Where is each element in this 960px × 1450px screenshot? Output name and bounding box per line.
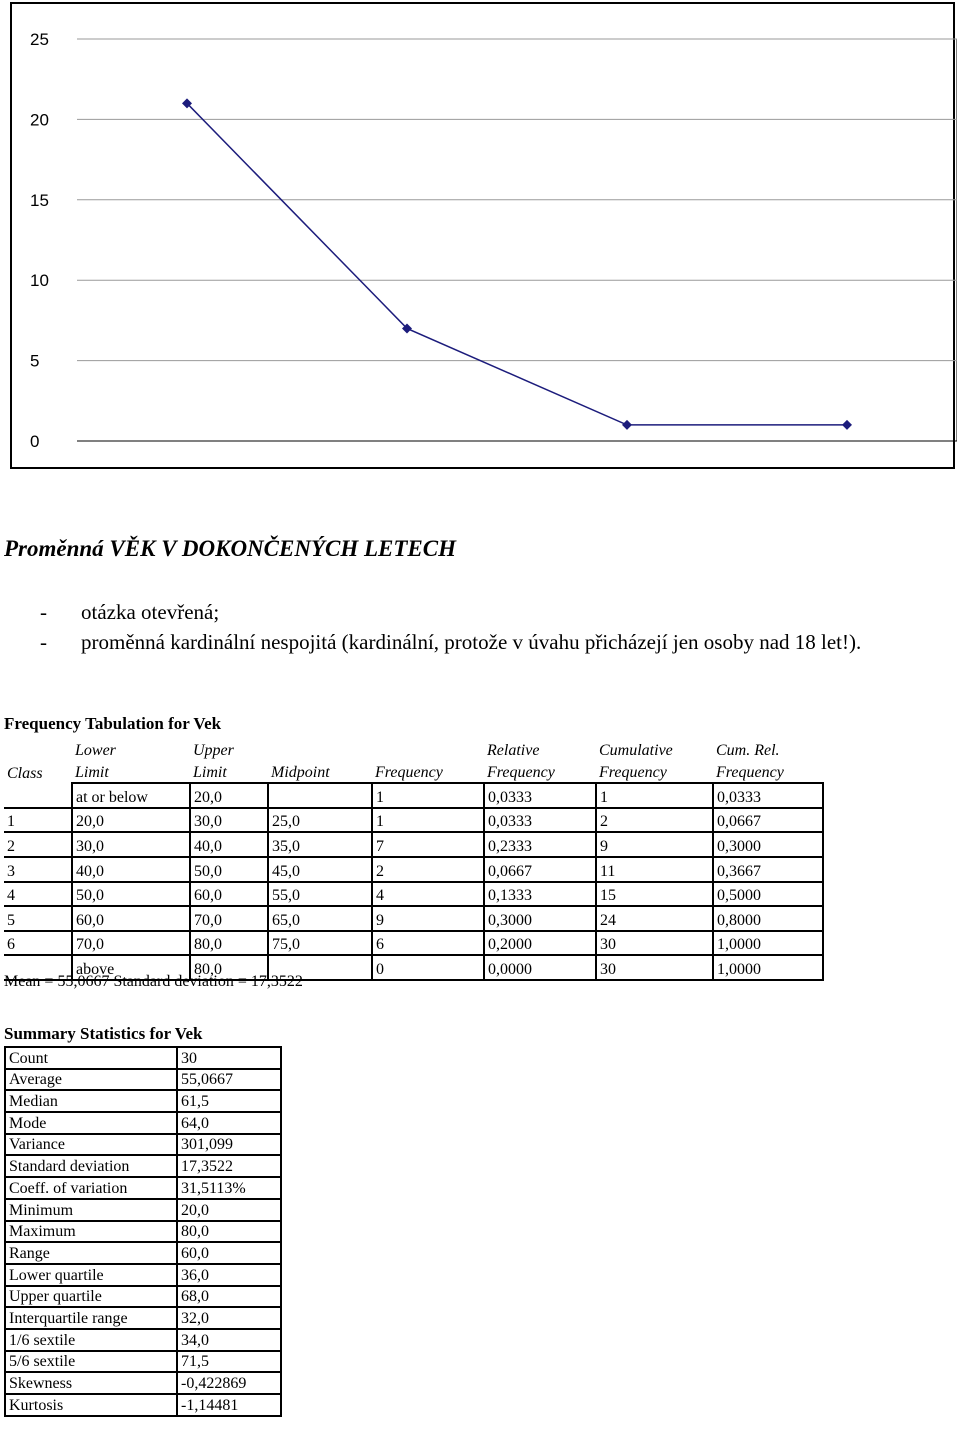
table-cell: Cumulative: [599, 741, 673, 759]
table-cell: 0,1333: [484, 882, 596, 907]
summary-title: Summary Statistics for Vek: [4, 1024, 203, 1043]
table-cell: 70,0: [190, 906, 268, 931]
table-cell: Frequency: [487, 764, 555, 782]
stat-label: Interquartile range: [5, 1307, 177, 1329]
table-row: [4, 832, 823, 857]
table-cell: 9: [596, 832, 713, 857]
stat-value: 301,099: [177, 1134, 281, 1156]
summary-statistics-table: [4, 1046, 282, 1417]
table-cell: 25,0: [268, 808, 372, 833]
table-cell: 0,0000: [484, 955, 596, 980]
table-cell: 55,0: [268, 882, 372, 907]
stat-value: -0,422869: [177, 1372, 281, 1394]
stat-label: Average: [5, 1069, 177, 1091]
stat-label: Count: [5, 1047, 177, 1069]
stat-value: 68,0: [177, 1286, 281, 1308]
stat-value: 17,3522: [177, 1155, 281, 1177]
table-cell: 30,0: [190, 808, 268, 833]
table-row: [4, 808, 823, 833]
y-tick-label: 15: [30, 190, 49, 210]
table-cell: 30: [596, 931, 713, 956]
table-header-row: [4, 737, 823, 760]
table-cell: 50,0: [72, 882, 190, 907]
table-row: [5, 1155, 281, 1177]
bullet-dash: -: [40, 630, 47, 654]
table-row: [4, 882, 823, 907]
table-cell: 0,2333: [484, 832, 596, 857]
table-row: [5, 1090, 281, 1112]
table-cell: 0,0667: [713, 808, 823, 833]
stat-value: 36,0: [177, 1264, 281, 1286]
bullet-item: [40, 627, 950, 657]
stat-label: Standard deviation: [5, 1155, 177, 1177]
table-cell: 2: [4, 832, 72, 857]
y-tick-label: 5: [30, 351, 40, 371]
table-row: [5, 1372, 281, 1394]
table-row: [5, 1221, 281, 1243]
bullet-dash: -: [40, 600, 47, 624]
table-row: [5, 1134, 281, 1156]
table-cell: 5: [4, 906, 72, 931]
table-cell: 4: [4, 882, 72, 907]
y-tick-label: 20: [30, 110, 49, 130]
table-cell: Class: [7, 765, 43, 783]
table-cell: at or below: [72, 783, 190, 808]
bullet-text: proměnná kardinální nespojitá (kardinální, protože v úvahu přicházejí jen osoby nad 18 let!).: [81, 630, 862, 654]
stat-label: Upper quartile: [5, 1286, 177, 1308]
stat-label: 1/6 sextile: [5, 1329, 177, 1351]
table-cell: 65,0: [268, 906, 372, 931]
table-cell: 75,0: [268, 931, 372, 956]
table-cell: 2: [372, 857, 484, 882]
table-row: [5, 1351, 281, 1373]
stat-value: 31,5113%: [177, 1177, 281, 1199]
table-cell: 3: [4, 857, 72, 882]
table-cell: 0,0667: [484, 857, 596, 882]
table-cell: 60,0: [72, 906, 190, 931]
chart-svg: [12, 4, 957, 471]
stat-label: Skewness: [5, 1372, 177, 1394]
stat-value: 64,0: [177, 1112, 281, 1134]
table-cell: Frequency: [599, 764, 667, 782]
table-cell: 1: [596, 783, 713, 808]
table-row: [5, 1112, 281, 1134]
table-cell: Midpoint: [271, 764, 330, 782]
y-tick-label: 0: [30, 432, 40, 451]
table-row: [4, 857, 823, 882]
table-cell: 50,0: [190, 857, 268, 882]
stat-label: Kurtosis: [5, 1394, 177, 1416]
table-cell: 60,0: [190, 882, 268, 907]
stat-value: 80,0: [177, 1221, 281, 1243]
table-cell: 35,0: [268, 832, 372, 857]
table-cell: 4: [372, 882, 484, 907]
stat-label: Minimum: [5, 1199, 177, 1221]
table-row: [4, 906, 823, 931]
variable-heading: Proměnná VĚK V DOKONČENÝCH LETECH: [4, 536, 456, 561]
table-row: [5, 1394, 281, 1416]
table-cell: 6: [4, 931, 72, 956]
table-row: [5, 1177, 281, 1199]
line-chart: [10, 2, 955, 469]
stat-value: 20,0: [177, 1199, 281, 1221]
stat-value: 55,0667: [177, 1069, 281, 1091]
table-cell: 1: [372, 808, 484, 833]
table-cell: 80,0: [190, 955, 268, 980]
table-cell: 0,2000: [484, 931, 596, 956]
table-row: [5, 1264, 281, 1286]
table-cell: 0,5000: [713, 882, 823, 907]
bullet-list: [40, 597, 950, 657]
table-row: [5, 1286, 281, 1308]
table-cell: 11: [596, 857, 713, 882]
table-cell: Relative: [487, 741, 540, 759]
stat-label: Median: [5, 1090, 177, 1112]
table-cell: [268, 783, 372, 808]
stat-value: 30: [177, 1047, 281, 1069]
table-cell: 80,0: [190, 931, 268, 956]
table-cell: 0,3667: [713, 857, 823, 882]
table-cell: Frequency: [375, 764, 443, 782]
table-cell: [268, 737, 372, 760]
table-cell: 0,8000: [713, 906, 823, 931]
table-cell: 2: [596, 808, 713, 833]
frequency-table: [4, 737, 824, 981]
stat-label: 5/6 sextile: [5, 1351, 177, 1373]
table-cell: 15: [596, 882, 713, 907]
y-tick-label: 10: [30, 271, 49, 291]
table-row: [5, 1242, 281, 1264]
table-cell: 9: [372, 906, 484, 931]
table-cell: [4, 737, 72, 760]
mean-sd-line: Mean = 55,0667 Standard deviation = 17,3522: [4, 973, 303, 990]
table-cell: 30: [596, 955, 713, 980]
table-cell: Cum. Rel.: [716, 741, 780, 759]
table-row: [5, 1199, 281, 1221]
table-cell: [4, 783, 72, 808]
stat-value: -1,14481: [177, 1394, 281, 1416]
table-cell: 20,0: [72, 808, 190, 833]
table-row: [4, 783, 823, 808]
table-cell: above: [72, 955, 190, 980]
stat-label: Coeff. of variation: [5, 1177, 177, 1199]
stat-value: 60,0: [177, 1242, 281, 1264]
table-row: [5, 1329, 281, 1351]
table-cell: Lower: [75, 741, 116, 759]
stat-value: 61,5: [177, 1090, 281, 1112]
table-cell: 70,0: [72, 931, 190, 956]
table-row: [5, 1047, 281, 1069]
table-cell: Upper: [193, 741, 234, 759]
table-cell: 40,0: [190, 832, 268, 857]
table-cell: 0,0333: [484, 808, 596, 833]
table-row: [4, 931, 823, 956]
table-cell: 1,0000: [713, 931, 823, 956]
bullet-text: otázka otevřená;: [81, 600, 220, 624]
table-cell: Limit: [193, 764, 227, 782]
table-cell: 0,0333: [484, 783, 596, 808]
table-header-row: [4, 760, 823, 784]
table-cell: 0,0333: [713, 783, 823, 808]
stat-value: 32,0: [177, 1307, 281, 1329]
y-tick-label: 25: [30, 30, 49, 49]
table-cell: 0: [372, 955, 484, 980]
table-cell: 30,0: [72, 832, 190, 857]
table-row: [5, 1307, 281, 1329]
table-cell: 1: [4, 808, 72, 833]
series-line: [187, 103, 847, 425]
table-cell: 20,0: [190, 783, 268, 808]
data-point-marker: [622, 420, 632, 430]
table-cell: 40,0: [72, 857, 190, 882]
table-row: [5, 1069, 281, 1091]
bullet-item: [40, 597, 950, 627]
table-cell: 7: [372, 832, 484, 857]
stat-label: Mode: [5, 1112, 177, 1134]
table-cell: Limit: [75, 764, 109, 782]
stat-value: 34,0: [177, 1329, 281, 1351]
data-point-marker: [842, 420, 852, 430]
table-cell: 6: [372, 931, 484, 956]
table-cell: 1,0000: [713, 955, 823, 980]
table-cell: 24: [596, 906, 713, 931]
stat-label: Range: [5, 1242, 177, 1264]
table-cell: [372, 737, 484, 760]
table-cell: 1: [372, 783, 484, 808]
table-cell: 45,0: [268, 857, 372, 882]
stat-value: 71,5: [177, 1351, 281, 1373]
freq-table-title: Frequency Tabulation for Vek: [4, 714, 222, 733]
table-cell: 0,3000: [484, 906, 596, 931]
stat-label: Maximum: [5, 1221, 177, 1243]
table-cell: Frequency: [716, 764, 784, 782]
stat-label: Lower quartile: [5, 1264, 177, 1286]
stat-label: Variance: [5, 1134, 177, 1156]
plot-area-border: [77, 39, 957, 441]
table-cell: 0,3000: [713, 832, 823, 857]
